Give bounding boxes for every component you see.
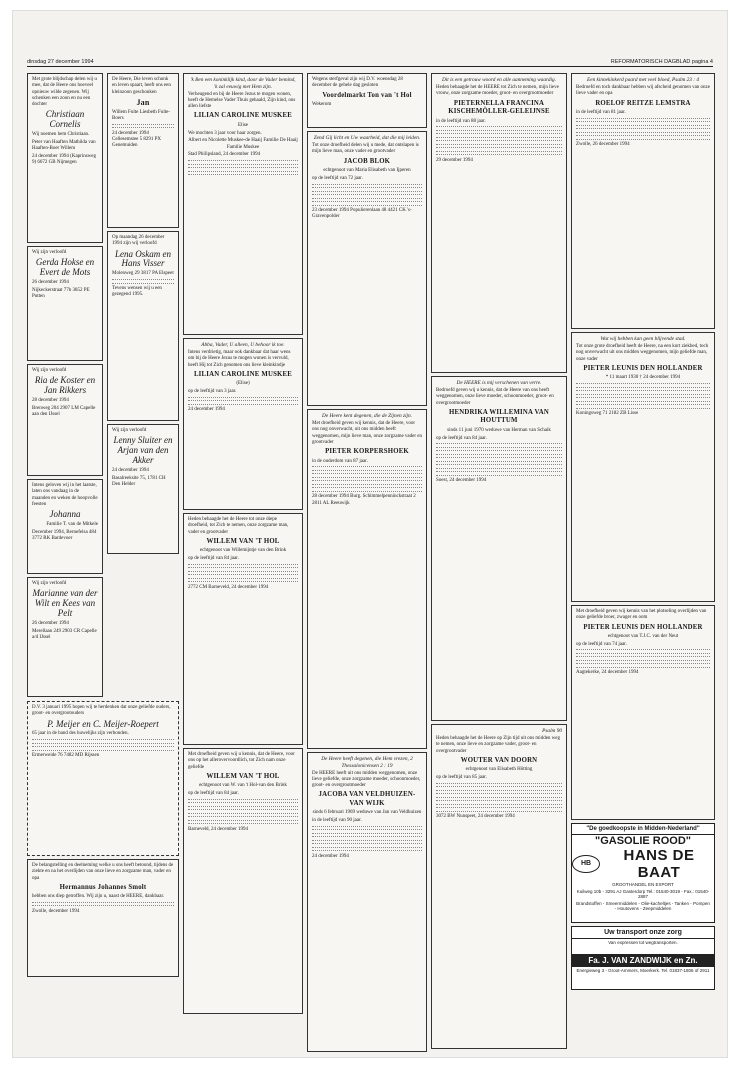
intro-text: Tot onze grote droefheid heeft de Heere, na een kort ziekbed, toch nog onverwacht uit ons midden weggenomen, mijn geliefde man, onze vader	[576, 344, 709, 362]
deceased-name: ROELOF REITZE LEMSTRA	[595, 99, 691, 107]
intro-text: Met grote blijdschap delen wij u mee, dat de Heere ons hoeveel opnieuw wilde zegenen. Wij schenken een zoon en nu een dochter	[32, 77, 97, 107]
verse-text: Psalm 90	[542, 728, 562, 734]
child-name: Christiaan Cornelis	[45, 109, 85, 130]
intro-text: Verheugend en bij de Heere Jezus te mogen wonen, heeft de Hemelse Vader Thuis gehaald, Zijn kind, ons allen liefste	[188, 91, 296, 110]
verse-text: Zend Gij licht en Uw waarheid, dat die mij leiden.	[313, 135, 421, 141]
intro-text: Met droefheid geven wij u kennis, dat de Heere, voor ons op het allerovervoordlich, tot Zich nam onze geliefde	[188, 752, 295, 770]
column-1	[27, 73, 103, 700]
column-2	[107, 73, 179, 557]
intro-text: Wij zijn verloofd	[112, 428, 147, 433]
announcement-engagement-marianne	[27, 577, 103, 697]
intro-text: Heden behaagde het de Heere op Zijn tijd uit ons midden weg te nemen, onze lieve en zorgzame vader, groot- en overgrootvader	[436, 736, 560, 754]
obituary-pieter-den-hollander-1	[571, 332, 715, 602]
intro-text: De HEERE heeft uit ons midden weggenomen, onze lieve geliefde, onze zorgzame moeder, schoonmoeder, groot- en overgrootmoeder	[312, 770, 421, 789]
obituary-willem-van-t-hol-1	[183, 513, 303, 745]
intro-text: Wij zijn verloofd	[32, 368, 67, 373]
family-text: Familie T. van de Mitkele	[46, 521, 98, 527]
date-text: Soest, 24 december 1994	[436, 478, 487, 484]
verse-text: De HEERE is mij verschenen van verre.	[456, 380, 542, 386]
detail-text: op de leeftijd van 85 jaar.	[436, 775, 487, 781]
detail-text: We mochten 3 jaar voor haar zorgen.	[188, 130, 262, 136]
date-text: 28 december 1994 Burg. Schimmelpenninckstraat 2 2811 AL Reeuwijk	[312, 494, 416, 506]
date-text: Zwolle, december 1994	[32, 908, 80, 914]
intro-text: Wij zijn verloofd	[32, 581, 67, 586]
detail-text: hebben ons diep getroffen. Wij zijn u, naast de HEERE, dankbaar.	[32, 894, 165, 900]
intro-text: Heden behaagde het de HEERE tot Zich te nemen, mijn lieve vrouw, onze zorgzame moeder, groot- en overgrootmoeder	[436, 85, 559, 97]
detail-text: op de leeftijd van 3 jaar.	[188, 389, 237, 395]
business-name: Voordelmarkt Ton van 't Hol	[322, 91, 412, 99]
wishes-text: Tevens wensen wij u een gezegend 1995.	[112, 286, 162, 298]
date-address: 24 december 1994 (Kaprinsweg 9) 6672 GB Nijmegen	[32, 153, 97, 166]
sub-name: echtgenoot van Willemijntje van den Brink	[199, 548, 287, 554]
date-text: Barneveld, 24 december 1994	[188, 826, 248, 832]
date-text: 26 december 1994	[32, 620, 69, 626]
couple-names: Lena Oskam en Hans Visser	[115, 248, 171, 269]
deceased-name: HENDRIKA WILLEMINA VAN HOUTTUM	[449, 408, 549, 425]
obituary-lilian-grandparents	[183, 338, 303, 510]
ad-company: HANS DE BAAT	[623, 847, 695, 881]
ad-headline: Uw transport onze zorg	[572, 927, 714, 939]
sub-name: echtgenoot van Elisabeth Hötting	[465, 767, 533, 773]
deceased-name: PIETER LEUNIS DEN HOLLANDER	[583, 623, 703, 631]
deceased-name: Hermannus Johannes Smolt	[59, 883, 147, 891]
ad-gasolie-hans-de-baat	[571, 823, 715, 923]
date-address: 24 december 1994 Cellesemstee 5 8291 PX Genemuiden	[112, 130, 162, 149]
verse-text: Een kinnekinkerd paard met veel bloed, Psalm 23 : 4	[587, 77, 699, 83]
column-6	[571, 73, 715, 993]
person-name: Johanna	[49, 509, 81, 519]
date-text: 2772 CM Barneveld, 24 december 1994	[188, 584, 269, 590]
deceased-name: LILIAN CAROLINE MUSKEE	[193, 370, 293, 378]
intro-text: Bedroefd geven wij u kennis, dat de Heere van ons heeft weggenomen, onze lieve moeder, schoonmoeder, groot- en overgrootmoeder	[436, 388, 554, 406]
obituary-jacob-blok	[307, 131, 427, 406]
verse-text: Abba, Vader, U alleen, U behoor ik toe.	[201, 342, 285, 348]
couple-names: Marianne van der Wilt en Kees van Pelt	[32, 588, 98, 619]
date-text: December 1994, Bernefelsa 484 3772 RK Bardevoer	[32, 529, 97, 541]
detail-text: op de leeftijd van 72 jaar.	[312, 175, 363, 181]
newspaper-page	[12, 10, 728, 1058]
ad-company: Fa. J. VAN ZANDWIJK en Zn.	[572, 954, 714, 967]
deceased-name: PIETERNELLA FRANCINA KISCHEMÖLLER-GELEIJNSE	[448, 99, 550, 116]
column-4	[307, 73, 427, 1055]
company-logo-icon: HB	[572, 855, 600, 873]
address-text: Molenweg 29 3817 PA Elspeet	[112, 271, 174, 277]
column-3	[183, 73, 303, 1017]
date-text: Aagtekerke, 24 december 1994	[576, 670, 639, 676]
ad-address: Kuilweg 10b - 3291 AJ Gasterdorp Tel.: 01540-3019 - Fax.: 01540-2887	[576, 889, 710, 899]
intro-text: De Heere, Die leven schonk en leven spaart, heeft ons een kleinzoon geschonken	[112, 77, 171, 95]
address-text: Merellaan 249 2903 CR Capelle a/d IJssel	[32, 628, 97, 640]
date-text: Stad Philipsland, 24 december 1994	[188, 152, 261, 158]
intro-text: Intens verdrietig, maar ook dankbaar dat haar wens om bij de Heere Jezus te mogen wonen is vervuld, heeft Hij tot Zich genomen ons lieve kleinkindje	[188, 350, 291, 368]
intro-text: Wij zijn verloofd	[32, 250, 67, 255]
detail-text: in de leeftijd van 90 jaar.	[312, 818, 362, 824]
announcement-birth-christiaan	[27, 73, 103, 243]
family-names: Albert en Nicolette Muskee-de Haaij Familie De Haaij Familie Muskee	[188, 138, 298, 150]
obituary-pieter-korpershoek	[307, 409, 427, 749]
page-paper-name: REFORMATORISCH DAGBLAD pagina 4	[610, 59, 713, 65]
announcement-engagement-ria	[27, 364, 103, 476]
child-name: Jan	[136, 97, 150, 107]
sub-name: echtgenoot van T.J.C. van der Neut	[607, 633, 679, 639]
address-text: Koningsweg 71 2182 ZB Lisse	[576, 411, 639, 417]
parents-names: Peter van Haaften Mathilda van Haaften-Boer Willem	[32, 139, 96, 152]
intro-text: Intens geloven wij in het laatste, laten ons vandaag in de maanden en weken de hoopvolle feesten	[32, 483, 98, 507]
ad-subtitle: Van expressen tot wegtransporten.	[608, 940, 678, 945]
ad-address: Energieweg 3 - Groot-Ammers, Moerkerk. Tel. 01837-1806 of 2911	[576, 968, 710, 973]
detail-text: Wij noemen hem Christiaan.	[32, 132, 90, 138]
deceased-name: WILLEM VAN 'T HOL	[206, 772, 280, 780]
sub-name: Elise	[238, 122, 248, 128]
notice-closed-voordelmarkt	[307, 73, 427, 128]
ad-items: Brandstoffen - Smeermiddelen - Olie-kacheltjes - Tanken - Pompen - Houtovens - Zeepmiddelen	[576, 901, 710, 911]
intro-text: Bedroefd en toch dankbaar hebben wij afscheid genomen van onze lieve vader en opa	[576, 85, 710, 97]
announcement-engagement-lenny	[107, 424, 179, 554]
verse-text: Wat wij hebben kan geen blijvende stad.	[600, 336, 686, 342]
date-text: 23 december 1994 Populierenlaan 48 4421 CK 's-Gravenpolder	[312, 208, 412, 220]
intro-text: Met droefheid geven wij kennis van het plotseling overlijden van onze geliefde broer, zwager en oom	[576, 609, 707, 621]
couple-names: Lenny Sluiter en Arjan van den Akker	[113, 435, 173, 466]
detail-text: op de leeftijd van 84 jaar.	[436, 435, 487, 441]
couple-names: Gerda Hokse en Evert de Mots	[35, 257, 95, 278]
deceased-name: LILIAN CAROLINE MUSKEE	[193, 112, 293, 120]
ad-product: "GASOLIE ROOD"	[595, 835, 691, 847]
obituary-pieter-den-hollander-2	[571, 605, 715, 820]
deceased-name: WOUTER VAN DOORN	[460, 756, 538, 764]
intro-text: Heden behaagde het de Heere tot onze diepe droefheid, tot Zich te nemen, onze zorgzame man, vader en grootvader	[188, 517, 289, 535]
date-text: 24 december 1994	[312, 853, 349, 859]
couple-names: Ria de Koster en Jan Rikkers	[34, 375, 96, 396]
announcement-thanks-smolt	[27, 859, 179, 977]
address-text: Ermerweide 76 7482 MD Rijssen	[32, 753, 100, 759]
verse-text: 'k Ben een koninklijk kind, door de Vader bemind, 'k zal eeuwig met Hem zijn.	[190, 77, 296, 90]
deceased-name: WILLEM VAN 'T HOL	[206, 537, 280, 545]
intro-text: D.V. 3 januari 1995 hopen wij te herdenken dat onze geliefde ouders, groot- en overgrootouders	[32, 705, 171, 717]
ad-subtitle: GROOTHANDEL EN EXPORT	[612, 882, 674, 887]
address-text: Brenweg 204 2907 LM Capelle aan den IJssel	[32, 405, 96, 418]
intro-text: Met droefheid geven wij kennis, dat de Heere, voor ons nog onverwacht, uit ons midden heeft weggenomen, mijn lieve man, onze zorgzame vader en grootvader	[312, 421, 423, 445]
sub-name: echtgenoot van Maria Elisabeth van Ijperen	[323, 168, 411, 174]
obituary-wouter-van-doorn	[431, 724, 567, 1049]
announcement-birth-jan	[107, 73, 179, 228]
obituary-pieternella-kischemoller	[431, 73, 567, 373]
detail-text: in de leeftijd van 88 jaar.	[436, 118, 486, 124]
location-text: Wekerom	[312, 101, 332, 107]
date-text: 26 december 1994	[32, 280, 69, 286]
verse-text: Dit is een getrouw woord en alle aanneming waardig.	[441, 77, 557, 83]
sub-name: sinds 11 juni 1970 weduwe van Herman van Schaik	[447, 427, 551, 433]
sub-name: sinds 6 februari 1969 weduwe van Jan van Veldhuizen	[312, 810, 422, 816]
obituary-jacoba-van-veldhuizen	[307, 752, 427, 1052]
date-text: 24 december 1994	[112, 467, 149, 473]
grandparents-names: Willem Fulte Liesbeth Fulte-Boers	[112, 109, 170, 121]
column-5	[431, 73, 567, 1052]
address-text: Basalreeksite 75, 1781 CH Den Helder	[112, 475, 166, 487]
dates-text: * 11 maart 1930 † 24 december 1994	[605, 375, 681, 381]
announcement-engagement-gerda	[27, 246, 103, 361]
detail-text: op de leeftijd van 84 jaar.	[188, 790, 239, 796]
address-text: Nijkeckerstraat 77b 3852 PE Putten	[32, 287, 90, 300]
sub-name: echtgenoot van W. van 't Hol-van den Brink	[199, 783, 287, 789]
column-1-2-lower	[27, 701, 179, 980]
verse-text: De Heere kent degenen, die de Zijnen zijn.	[322, 413, 412, 419]
announcement-johanna	[27, 479, 103, 574]
obituary-lilian-parents	[183, 73, 303, 335]
announcement-engagement-lena	[107, 231, 179, 421]
page-header	[27, 57, 713, 67]
intro-text: Wegens sterfgeval zijn wij D.V. woensdag 28 december de gehele dag gesloten	[312, 77, 403, 89]
detail-text: op de leeftijd van 84 jaar.	[188, 555, 239, 561]
detail-text: op de leeftijd van 74 jaar.	[576, 641, 627, 647]
intro-text: De belangstelling en deelneming welke u ons heeft betoond, tijdens de ziekte en na het overlijden van onze lieve en zorgzame man, vader en opa	[32, 863, 174, 881]
deceased-name: PIETER KORPERSHOEK	[325, 448, 409, 456]
page-date: dinsdag 27 december 1994	[27, 59, 94, 65]
deceased-name: PIETER LEUNIS DEN HOLLANDER	[583, 364, 703, 372]
announcement-anniversary-meijer	[27, 701, 179, 856]
date-text: 3072 BW Nunspeet, 24 december 1994	[436, 814, 515, 820]
deceased-name: JACOB BLOK	[343, 157, 391, 165]
deceased-name: JACOBA VAN VELDHUIZEN-VAN WIJK	[318, 791, 416, 807]
obituary-roelof-lemstra	[571, 73, 715, 329]
date-text: 29 december 1994	[436, 157, 473, 163]
ad-headline: "De goedkoopste in Midden-Nederland"	[572, 824, 714, 835]
date-text: Zwolle, 26 december 1994	[576, 142, 630, 148]
detail-text: in de ouderdom van 87 jaar.	[312, 458, 368, 464]
ad-transport-van-zandwijk	[571, 926, 715, 990]
sub-name: (Elise)	[236, 381, 250, 387]
date-text: 24 december 1994	[188, 407, 225, 413]
intro-text: Tot onze droefheid delen wij u mede, dat ontslapen is mijn lieve man, onze vader en grootvader	[312, 143, 419, 155]
obituary-hendrika-van-houttum	[431, 376, 567, 721]
detail-text: 65 jaar in de band des huwelijks zijn verbonden.	[32, 731, 129, 737]
detail-text: in de leeftijd van 81 jaar.	[576, 110, 626, 116]
obituary-willem-van-t-hol-2	[183, 748, 303, 1014]
date-text: 28 december 1994	[32, 398, 69, 404]
verse-text: De Heere heeft degenen, die Hem vrezen, 2 Thessalonicensen 2 : 19	[321, 756, 413, 769]
couple-names: P. Meijer en C. Meijer-Roepert	[47, 718, 159, 729]
intro-text: Op maandag 26 december 1994 zijn wij verloofd	[112, 235, 165, 247]
